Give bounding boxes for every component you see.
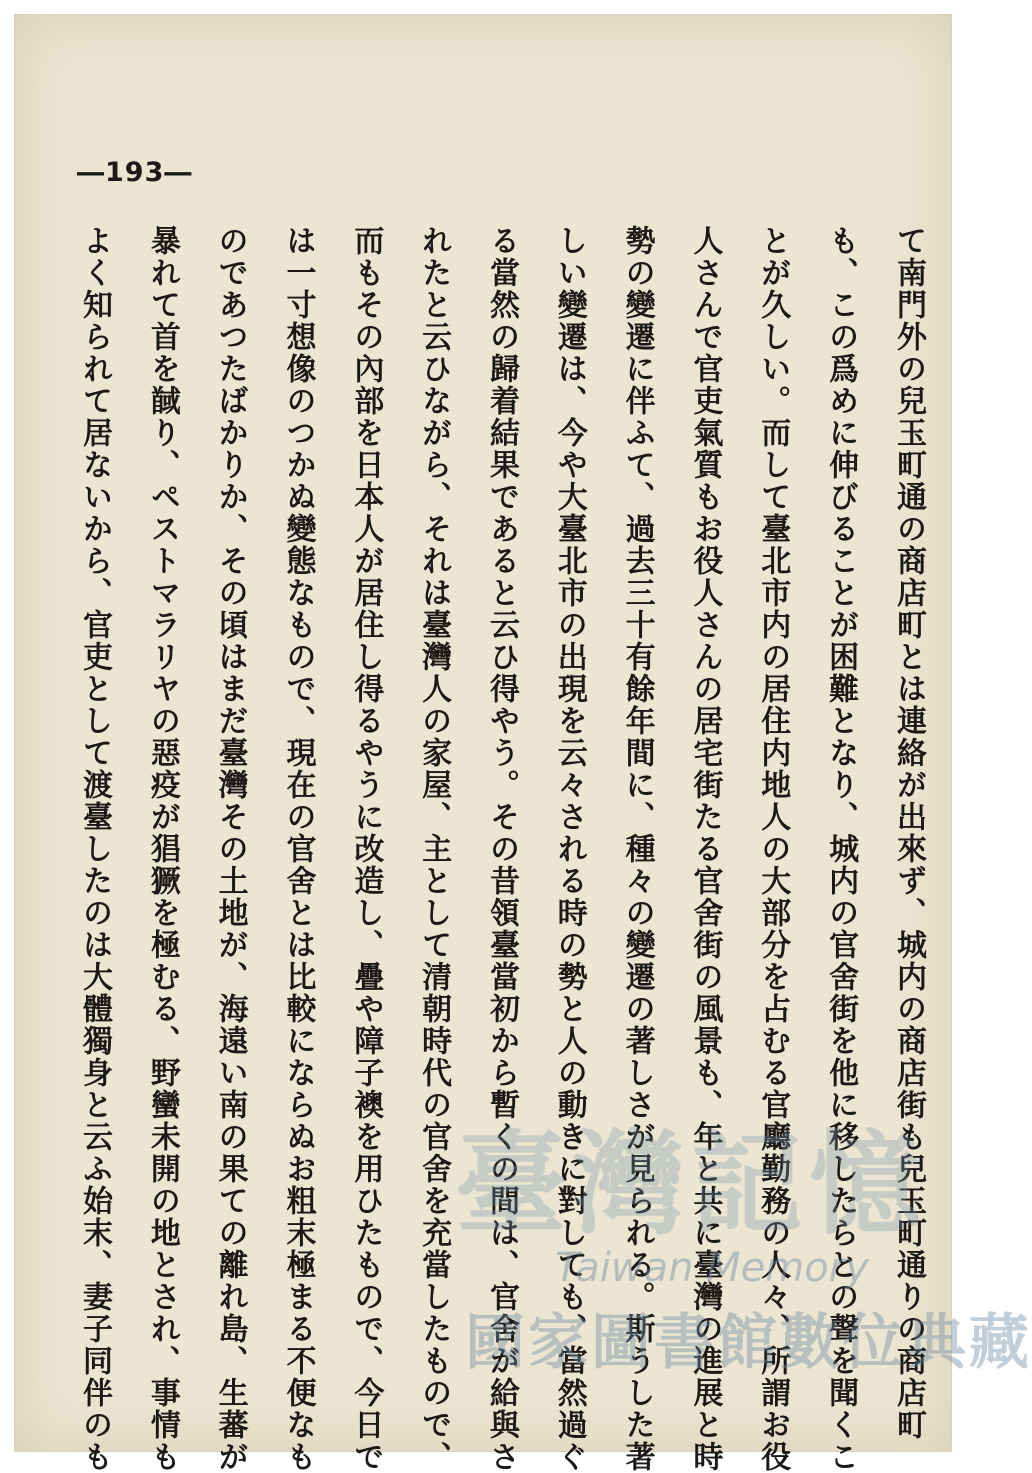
text-column: しい變遷は、今や大臺北市の出現を云々される時の勢と人の動きに對しても、當然過ぐ bbox=[551, 225, 587, 1473]
vertical-text-block bbox=[71, 225, 926, 1473]
page-number: ―193― bbox=[77, 157, 193, 188]
watermark-title: 臺灣記憶 bbox=[455, 1119, 927, 1250]
text-column: 而もその內部を日本人が居住し得るやうに改造し、疊や障子襖を用ひたもので、今日で bbox=[348, 225, 384, 1473]
text-column: のであつたばかりか、その頃はまだ臺灣その土地が、海遠い南の果ての離れ島、生蕃が bbox=[212, 225, 248, 1473]
watermark-latin: Taiwan Memory bbox=[555, 1245, 869, 1291]
text-column: とが久しい。而して臺北市内の居住内地人の大部分を占むる官廳勤務の人々、所謂お役 bbox=[755, 225, 791, 1473]
watermark-subtitle: 國家圖書館數位典藏 bbox=[465, 1308, 1032, 1378]
text-column: 暴れて首を馘り、ペストマラリヤの惡疫が猖獗を極むる、野蠻未開の地とされ、事情も bbox=[144, 225, 180, 1473]
text-column: 勢の變遷に伴ふて、過去三十有餘年間に、種々の變遷の著しさが見られる。斯うした著 bbox=[619, 225, 655, 1473]
text-column: れたと云ひながら、それは臺灣人の家屋、主として清朝時代の官舍を充當したもので、 bbox=[416, 225, 452, 1473]
text-column: る當然の歸着結果であると云ひ得やう。その昔領臺當初から暫くの間は、官舍が給與さ bbox=[483, 225, 519, 1473]
book-page bbox=[14, 14, 1032, 1473]
text-column: も、この爲めに伸びることが困難となり、城内の官舍街を他に移したらとの聲を聞くこ bbox=[823, 225, 859, 1473]
text-column: よく知られて居ないから、官吏として渡臺したのは大體獨身と云ふ始末、妻子同伴のも bbox=[77, 225, 112, 1473]
text-column: て南門外の兒玉町通の商店町とは連絡が出來ず、城内の商店街も兒玉町通りの商店町 bbox=[890, 225, 926, 1441]
text-column: 人さんで官吏氣質もお役人さんの居宅街たる官舍街の風景も、年と共に臺灣の進展と時 bbox=[687, 225, 723, 1473]
text-column: は一寸想像のつかぬ變態なもので、現在の官舍とは比較にならぬお粗末極まる不便なも bbox=[280, 225, 316, 1473]
